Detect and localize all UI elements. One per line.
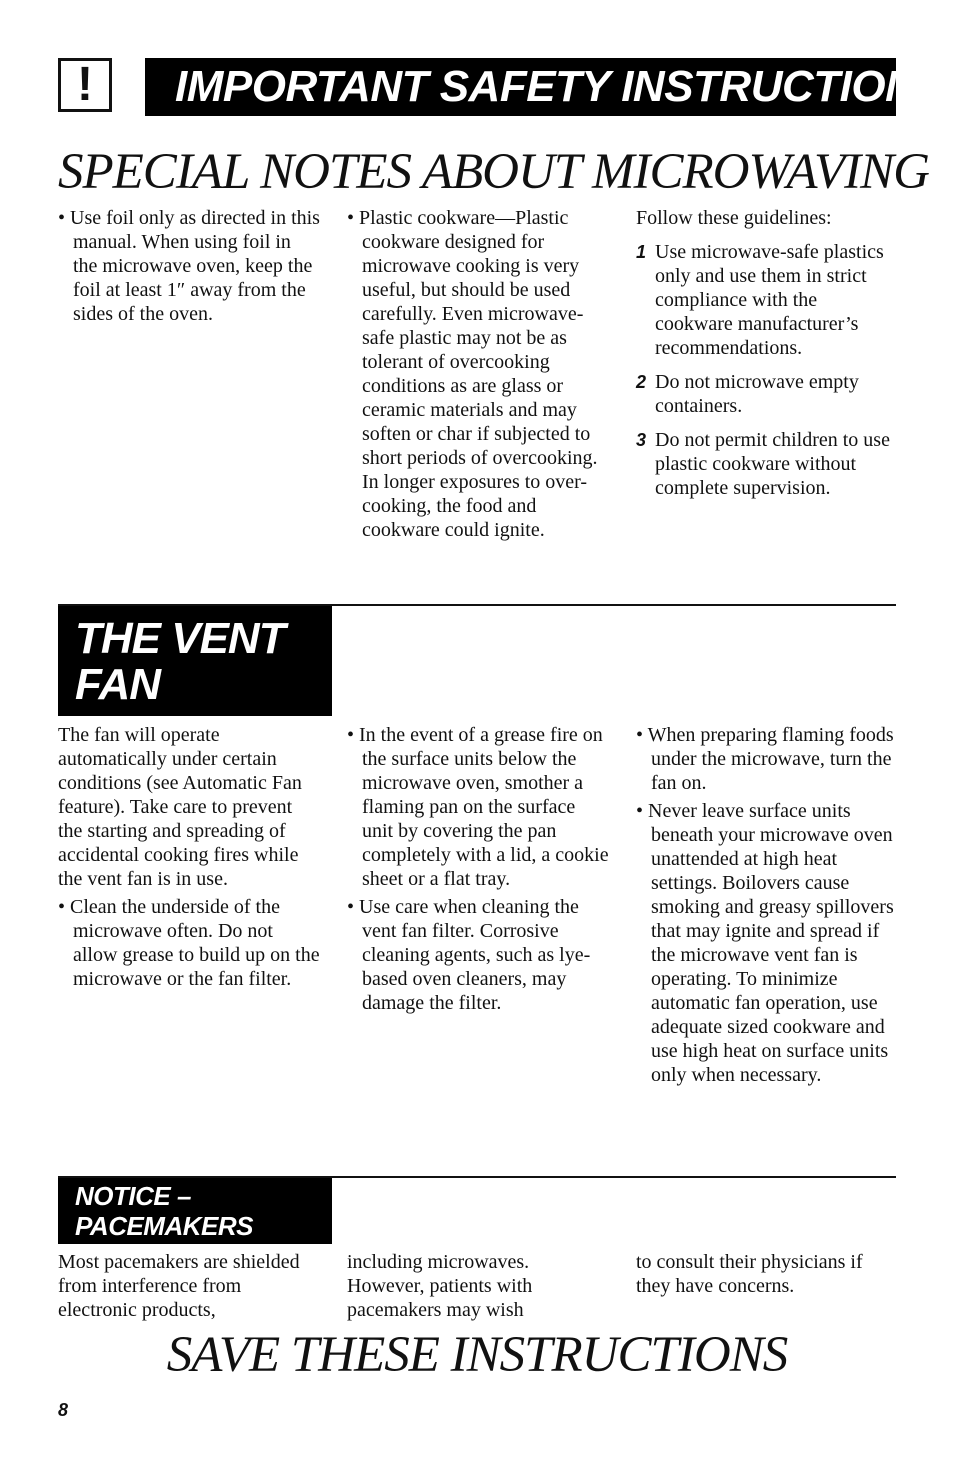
vent-heading-line-2: FAN — [75, 660, 160, 709]
page-title: IMPORTANT SAFETY INSTRUCTIONS — [145, 58, 896, 116]
plastic-cookware-bullet: • Plastic cookware—Plastic cookware designed for microwave cooking is very useful, but should be used carefully. Even microwave-safe plastic may not be as tolerant of overcooking conditions as are glass or ceramic materials and may soften or char if subjected to short periods of overcooking. In longer exposures to over-cooking, the food and cookware could ignite. — [347, 206, 605, 542]
surface-units-bullet: • Never leave surface units beneath your microwave oven unattended at high heat settings. Boilovers cause smoking and greasy spillovers that may ignite and spread if the microwave vent fan is operating. To minimize automatic fan operation, use adequate sized cookware and use high heat on surface units only when necessary. — [636, 799, 896, 1087]
guideline-number: 1 — [636, 242, 647, 262]
clean-underside-bullet: • Clean the underside of the microwave often. Do not allow grease to build up on the microwave or the fan filter. — [58, 895, 320, 991]
flaming-foods-bullet: • When preparing flaming foods under the microwave, turn the fan on. — [636, 723, 896, 795]
guidelines-intro: Follow these guidelines: — [636, 207, 832, 229]
microwaving-col-1 — [58, 206, 320, 326]
section-heading-vent-fan — [58, 606, 332, 716]
pacemakers-col-1 — [58, 1250, 320, 1322]
pacemakers-col-2 — [347, 1250, 609, 1322]
vent-col-3 — [636, 723, 896, 1087]
notice-heading-line-2: PACEMAKERS — [75, 1211, 253, 1241]
notice-heading-line-1: NOTICE – — [75, 1181, 191, 1211]
guideline-number: 2 — [636, 372, 647, 392]
vent-col-1 — [58, 723, 320, 991]
microwaving-col-2 — [347, 206, 605, 542]
pacemakers-text-1: Most pacemakers are shielded from interference from electronic products, — [58, 1251, 300, 1321]
pacemakers-text-2: including microwaves. However, patients with pacemakers may wish — [347, 1251, 533, 1321]
grease-fire-bullet: • In the event of a grease fire on the surface units below the microwave oven, smother a flaming pan on the surface unit by covering the pan completely with a lid, a cookie sheet or a flat tray. — [347, 723, 609, 891]
guideline-number: 3 — [636, 430, 647, 450]
guideline-text: Do not microwave empty containers. — [655, 371, 859, 417]
vent-heading-line-1: THE VENT — [75, 614, 285, 663]
warning-icon: ! — [58, 58, 112, 112]
vent-intro: The fan will operate automatically under certain conditions (see Automatic Fan feature). Take care to prevent the starting and spreading of accidental cooking fires while the vent fan is in use. — [58, 724, 302, 890]
section-heading-microwaving: SPECIAL NOTES ABOUT MICROWAVING — [58, 144, 929, 200]
pacemakers-text-3: to consult their physicians if they have concerns. — [636, 1251, 863, 1297]
guideline-text: Do not permit children to use plastic cookware without complete supervision. — [655, 429, 890, 499]
save-instructions-heading: SAVE THESE INSTRUCTIONS — [166, 1327, 788, 1383]
vent-col-2 — [347, 723, 609, 1015]
page-number: 8 — [58, 1400, 69, 1420]
microwaving-col-3 — [636, 206, 896, 500]
guideline-item — [636, 240, 896, 360]
foil-bullet: • Use foil only as directed in this manual. When using foil in the microwave oven, keep the foil at least 1″ away from the sides of the oven. — [58, 206, 320, 326]
pacemakers-col-3 — [636, 1250, 896, 1298]
guideline-item — [636, 428, 896, 500]
guideline-text: Use microwave-safe plastics only and use them in strict compliance with the cookware manufacturer’s recommendations. — [655, 241, 884, 359]
filter-cleaning-bullet: • Use care when cleaning the vent fan filter. Corrosive cleaning agents, such as lye-based oven cleaners, may damage the filter. — [347, 895, 609, 1015]
guideline-item — [636, 370, 896, 418]
section-heading-pacemakers — [58, 1178, 332, 1244]
